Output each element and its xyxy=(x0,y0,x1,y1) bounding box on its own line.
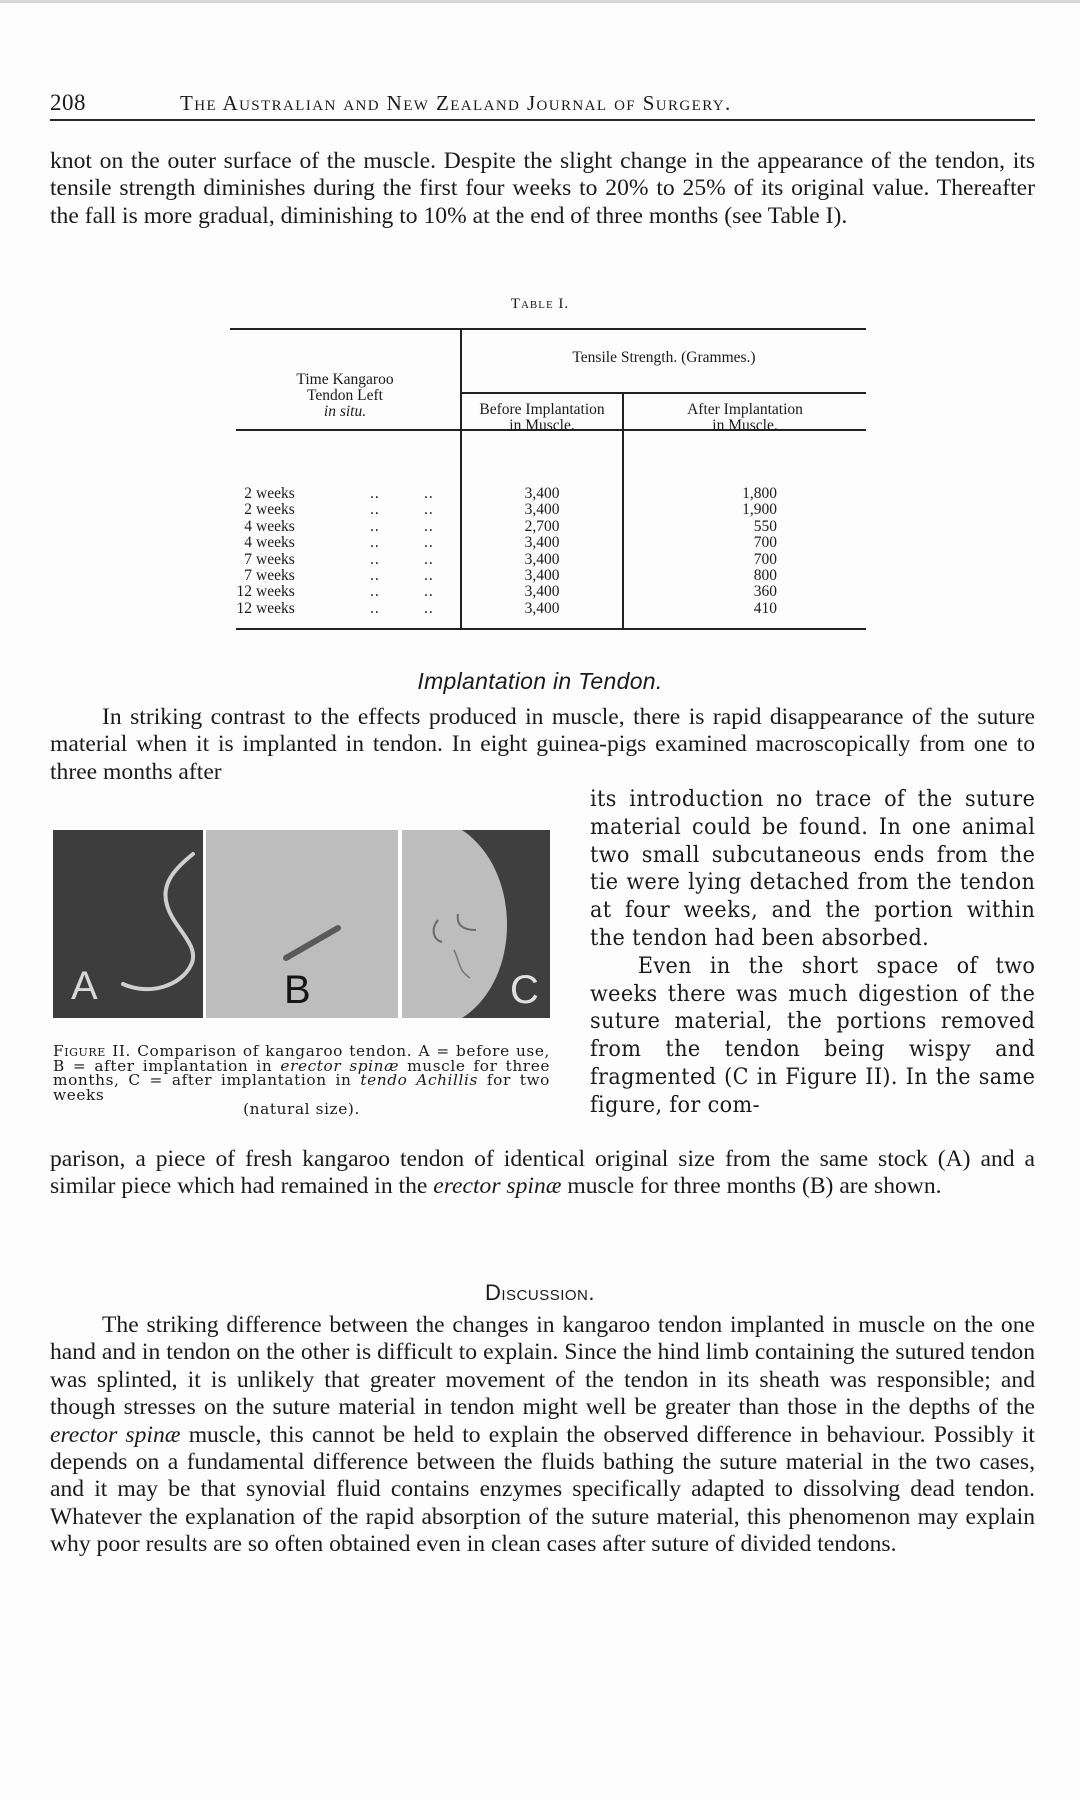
table-row: 4 weeks .. .. 3,400 700 xyxy=(244,534,777,552)
column-header-after: After Implantation in Muscle. xyxy=(687,401,803,434)
panel-label-c: C xyxy=(510,968,539,1012)
figure-label: Figure II. xyxy=(53,1042,131,1060)
discussion-paragraph: The striking difference between the changes in kangaroo tendon implanted in muscle on the one hand and in tendon on the other is difficult to explain. Since the hind limb containing the sutured tendon was splinted, it is unlikely that greater movement of the tendon in its sheath was responsible; and though stresses on the suture material in tendon might well be greater than those in the depths of the erector spinæ muscle, this cannot be held to explain the observed difference in behaviour. Possibly it depends on a fundamental difference between the fluids bathing the suture material in the two cases, and it may be that synovial fluid contains enzymes specifically adapted to dissolving dead tendon. Whatever the explanation of the rapid absorption of the suture material, this phenomenon may explain why poor results are so often obtained even in clean cases after suture of divided tendons. xyxy=(50,1312,1035,1558)
section-heading-implantation-tendon: Implantation in Tendon. xyxy=(417,668,663,694)
column-header-time: Time Kangaroo Tendon Left in situ. xyxy=(296,371,394,420)
table-row: 12 weeks .. .. 3,400 410 xyxy=(236,599,777,617)
section-heading-discussion: Discussion. xyxy=(484,1280,595,1305)
table-row: 2 weeks .. .. 3,400 1,900 xyxy=(244,501,777,519)
table-row: 2 weeks .. .. 3,400 1,800 xyxy=(244,485,777,502)
figure-ii-photograph xyxy=(53,830,550,1018)
table-row: 12 weeks .. .. 3,400 360 xyxy=(236,583,777,601)
panel-label-b: B xyxy=(284,968,311,1012)
viewer-top-edge xyxy=(0,0,1080,3)
column-header-before: Before Implantation in Muscle. xyxy=(479,401,605,434)
intro-paragraph: knot on the outer surface of the muscle. Despite the slight change in the appearance of the tendon, its tensile strength diminishes during the first four weeks to 20% to 25% of its original value. Thereafter the fall is more gradual, diminishing to 10% at the end of three months (see Table I). xyxy=(50,148,1035,229)
page-number: 208 xyxy=(50,90,86,115)
journal-title: The Australian and New Zealand Journal of Surgery. xyxy=(180,91,732,115)
side-paragraph-2: Even in the short space of two weeks there was much digestion of the suture material, the portions removed from the tendon being wispy and fragmented (C in Figure II). In the same figure, for com- xyxy=(590,952,1036,1118)
tendon-paragraph: In striking contrast to the effects produced in muscle, there is rapid disappearance of the suture material when it is implanted in tendon. In eight guinea-pigs examined macroscopically from one to three months after xyxy=(50,704,1035,785)
table-row: 4 weeks .. .. 2,700 550 xyxy=(244,517,777,535)
table-row: 7 weeks .. .. 3,400 800 xyxy=(244,566,777,584)
figure-panel-c xyxy=(402,830,550,1018)
table-row: 7 weeks .. .. 3,400 700 xyxy=(244,550,777,568)
running-header xyxy=(50,90,1035,120)
panel-label-a: A xyxy=(71,964,98,1008)
table-group-rule xyxy=(461,392,866,394)
table-body xyxy=(230,486,866,617)
figure-side-text-column xyxy=(590,786,1035,1120)
figure-caption: Figure II. Comparison of kangaroo tendon. A = before use, B = after implantation in erector spinæ muscle for three months, C = after implantation in tendo Achillis for two weeks (natural size). xyxy=(53,1042,551,1119)
table-caption: Table I. xyxy=(510,296,570,312)
side-paragraph-1: its introduction no trace of the suture material could be found. In one animal two small subcutaneous ends from the tie were lying detached from the tendon at four weeks, and the portion within the tendon had been absorbed. xyxy=(590,786,1036,951)
figure-panel-b xyxy=(206,830,398,1018)
header-rule xyxy=(50,119,1035,121)
table-top-rule xyxy=(230,328,866,330)
column-group-header-tensile: Tensile Strength. (Grammes.) xyxy=(572,349,756,366)
table-bottom-rule xyxy=(236,628,866,630)
continuation-paragraph: parison, a piece of fresh kangaroo tendon of identical original size from the same stock (A) and a similar piece which had remained in the erector spinæ muscle for three months (B) are shown. xyxy=(50,1146,1035,1200)
figure-panel-a xyxy=(53,830,203,1018)
